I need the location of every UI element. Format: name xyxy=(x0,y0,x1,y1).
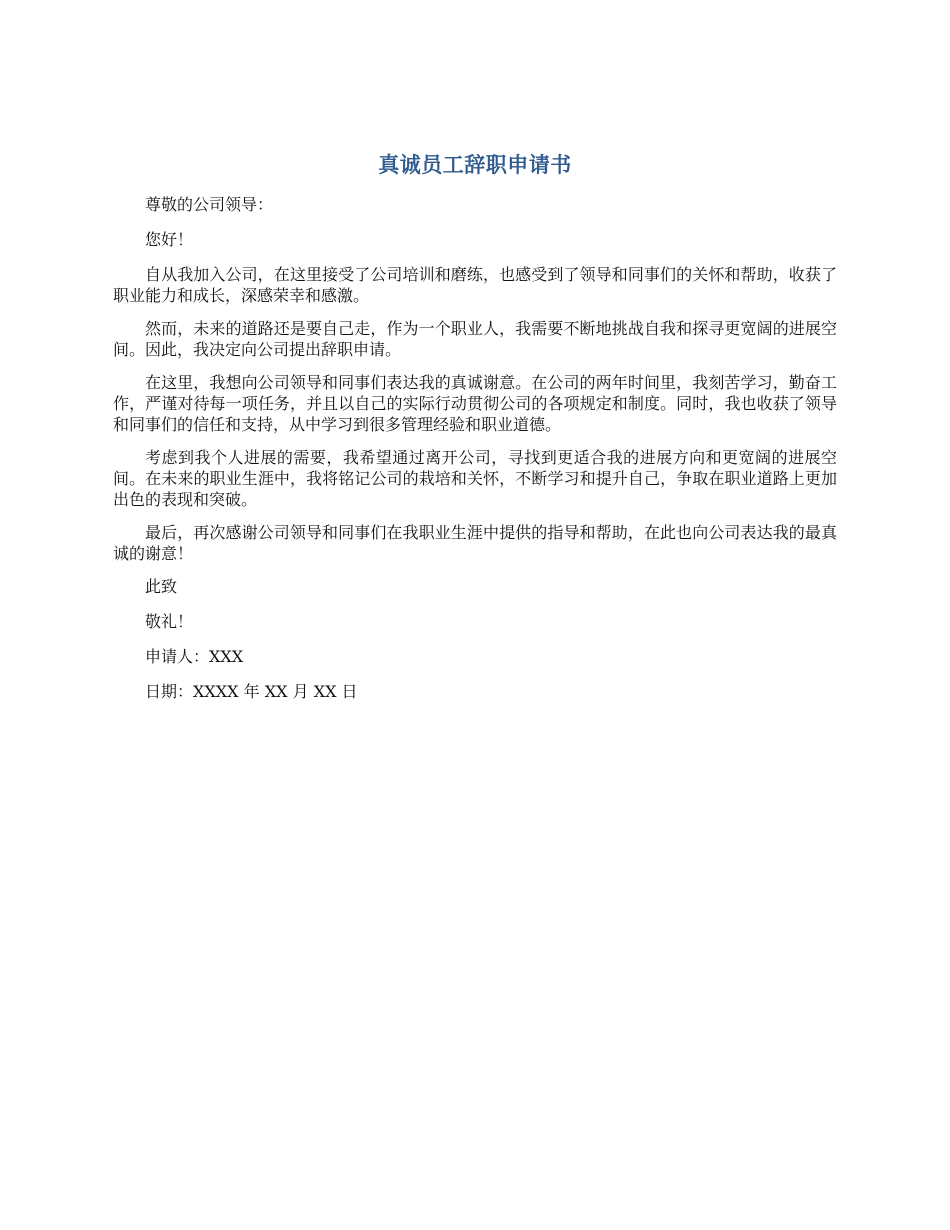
paragraph-4: 考虑到我个人进展的需要，我希望通过离开公司，寻找到更适合我的进展方向和更宽阔的进展空间。在未来的职业生涯中，我将铭记公司的栽培和关怀，不断学习和提升自己，争取在职业道路上更加出色的表现和突破。 xyxy=(113,448,837,509)
closing-line-1: 此致 xyxy=(145,577,178,596)
applicant-line: 申请人：XXX xyxy=(145,647,244,666)
paragraph-5: 最后，再次感谢公司领导和同事们在我职业生涯中提供的指导和帮助，在此也向公司表达我的最真诚的谢意！ xyxy=(113,523,837,563)
document-title: 真诚员工辞职申请书 xyxy=(378,153,572,177)
salutation: 尊敬的公司领导： xyxy=(145,195,274,214)
paragraph-1: 自从我加入公司，在这里接受了公司培训和磨练，也感受到了领导和同事们的关怀和帮助，收获了职业能力和成长，深感荣幸和感激。 xyxy=(113,265,837,305)
paragraph-2: 然而，未来的道路还是要自己走，作为一个职业人，我需要不断地挑战自我和探寻更宽阔的进展空间。因此，我决定向公司提出辞职申请。 xyxy=(113,319,837,359)
date-line: 日期：XXXX 年 XX 月 XX 日 xyxy=(145,682,358,701)
paragraph-3: 在这里，我想向公司领导和同事们表达我的真诚谢意。在公司的两年时间里，我刻苦学习，勤奋工作，严谨对待每一项任务，并且以自己的实际行动贯彻公司的各项规定和制度。同时，我也收获了领导和同事们的信任和支持，从中学习到很多管理经验和职业道德。 xyxy=(113,373,837,434)
letter-body xyxy=(113,150,837,716)
greeting: 您好！ xyxy=(145,230,194,249)
closing-line-2: 敬礼！ xyxy=(145,612,194,631)
